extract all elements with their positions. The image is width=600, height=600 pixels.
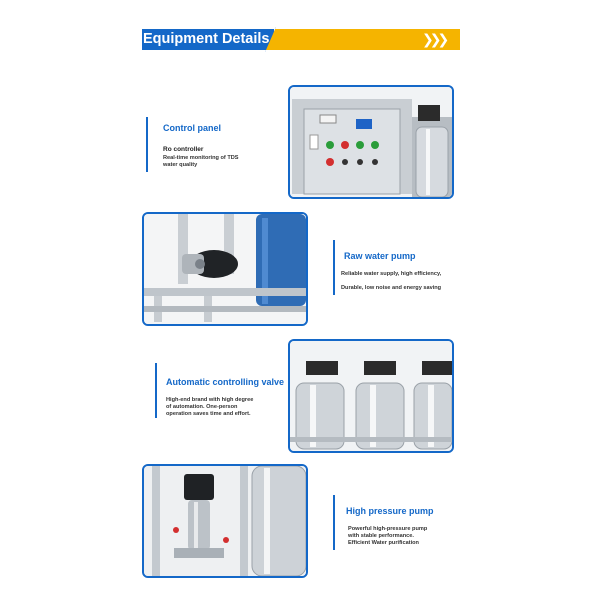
- controlling-valve-photo: [288, 339, 454, 453]
- section-title-control-panel: Control panel: [163, 123, 221, 133]
- double-chevron-right-icon: ❯❯❯: [422, 31, 446, 47]
- section-description-line: Efficient Water purification: [348, 540, 419, 546]
- section-divider-line: [155, 363, 157, 418]
- section-divider-line: [333, 240, 335, 295]
- section-description-line: Reliable water supply, high efficiency,: [341, 271, 442, 277]
- section-description-line: Durable, low noise and energy saving: [341, 285, 442, 291]
- section-title-high-pressure-pump: High pressure pump: [346, 506, 434, 516]
- section-divider-line: [333, 495, 335, 550]
- section-description-line: High-end brand with high degree: [166, 397, 254, 403]
- section-description-line: water quality: [163, 162, 198, 168]
- section-title-raw-water-pump: Raw water pump: [344, 251, 416, 261]
- section-description-line: Real-time monitoring of TDS: [163, 155, 239, 161]
- section-description-line: with stable performance.: [348, 533, 414, 539]
- section-title-controlling-valve: Automatic controlling valve: [166, 377, 285, 387]
- page-title: Equipment Details: [143, 31, 270, 47]
- section-subtitle: Ro controller: [163, 146, 204, 153]
- raw-water-pump-photo: [142, 212, 308, 326]
- high-pressure-pump-photo: [142, 464, 308, 578]
- section-description-line: of automation. One-person: [166, 404, 238, 410]
- control-panel-photo: [288, 85, 454, 199]
- section-description-line: operation saves time and effort.: [166, 411, 251, 417]
- section-description-line: Powerful high-pressure pump: [348, 526, 428, 532]
- section-divider-line: [146, 117, 148, 172]
